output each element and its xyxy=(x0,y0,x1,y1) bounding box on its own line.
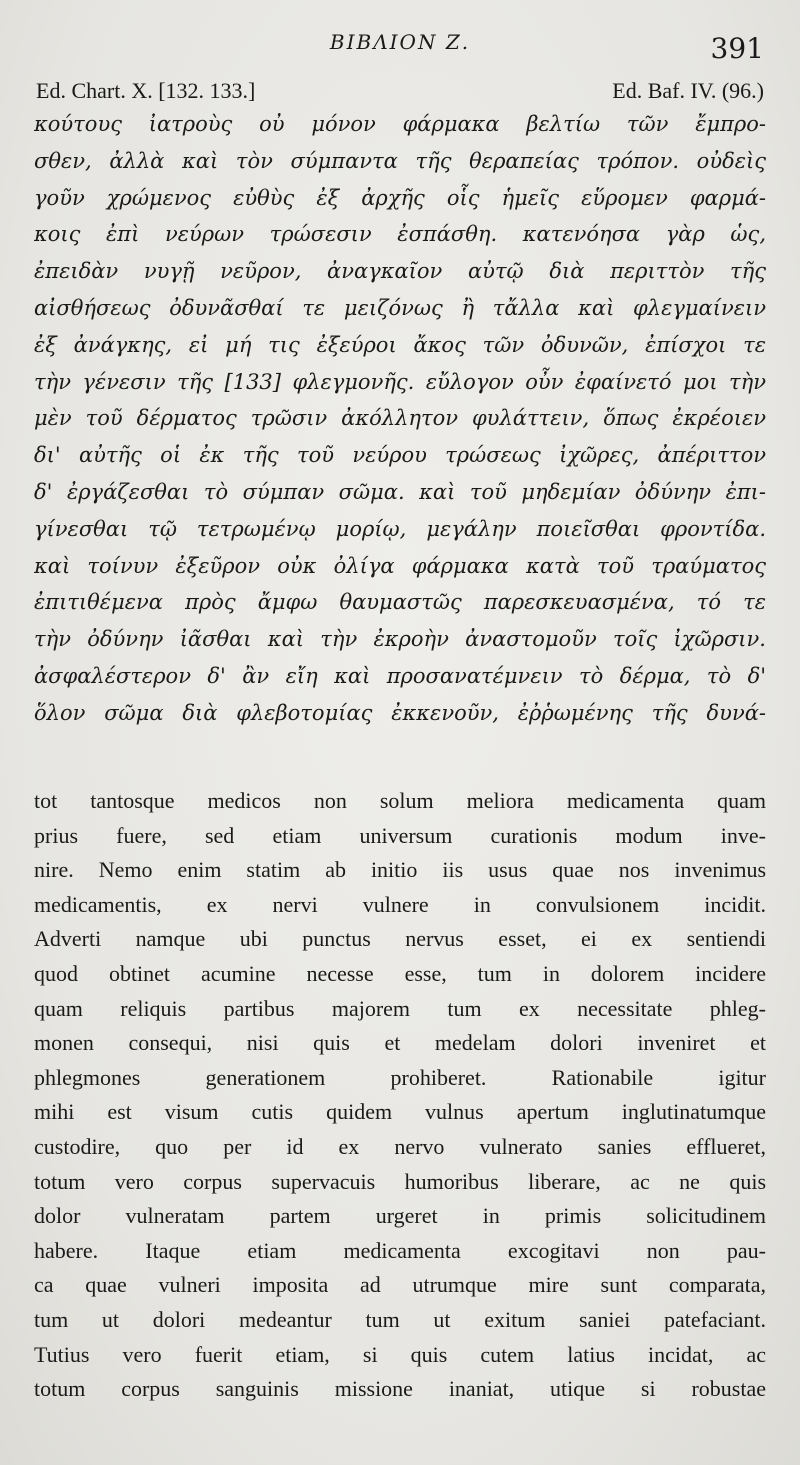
greek-text-line: γίνεσθαι τῷ τετρωμένῳ μορίῳ, μεγάλην ποιεῖσθαι φροντίδα. xyxy=(34,516,766,541)
latin-text-line: prius fuere, sed etiam universum curationis modum inve- xyxy=(34,822,766,848)
latin-text-line: quod obtinet acumine necesse esse, tum in dolorem incidere xyxy=(34,960,766,986)
greek-text-line: μὲν τοῦ δέρματος τρῶσιν ἀκόλλητον φυλάττειν, ὅπως ἐκρέοιεν xyxy=(34,406,766,431)
greek-text-line: κοις ἐπὶ νεύρων τρώσεσιν ἐσπάσθη. κατενόησα γὰρ ὡς, xyxy=(34,222,766,247)
latin-text-line: dolor vulneratam partem urgeret in primis solicitudinem xyxy=(34,1203,766,1229)
greek-text-line: ἀσφαλέστερον δ' ἂν εἴη καὶ προσανατέμνειν τὸ δέρμα, τὸ δ' xyxy=(34,663,766,688)
latin-text-line: Tutius vero fuerit etiam, si quis cutem latius incidat, ac xyxy=(34,1341,766,1367)
greek-text-line: γοῦν χρώμενος εὐθὺς ἐξ ἀρχῆς οἷς ἡμεῖς εὕρομεν φαρμά- xyxy=(34,185,766,210)
greek-text-line: τὴν ὀδύνην ἰᾶσθαι καὶ τὴν ἐκροὴν ἀναστομοῦν τοῖς ἰχῶρσιν. xyxy=(34,627,766,652)
greek-text-line: αἰσθήσεως ὀδυνᾶσθαί τε μειζόνως ἢ τἄλλα καὶ φλεγμαίνειν xyxy=(34,295,766,320)
latin-text-line: totum corpus sanguinis missione inaniat, utique si robustae xyxy=(34,1376,766,1402)
latin-text-line: monen consequi, nisi quis et medelam dolori inveniret et xyxy=(34,1030,766,1056)
edition-reference-line xyxy=(36,78,764,108)
greek-text-line: ἐπιτιθέμενα πρὸς ἄμφω θαυμαστῶς παρεσκευασμένα, τό τε xyxy=(34,590,766,615)
latin-text-line: mihi est visum cutis quidem vulnus apertum inglutinatumque xyxy=(34,1099,766,1125)
greek-text-block xyxy=(34,106,766,732)
latin-text-line: tum ut dolori medeantur tum ut exitum saniei patefaciant. xyxy=(34,1306,766,1332)
latin-text-line: Adverti namque ubi punctus nervus esset, ei ex sentiendi xyxy=(34,926,766,952)
greek-text-line: τὴν γένεσιν τῆς [133] φλεγμονῆς. εὔλογον οὖν ἐφαίνετό μοι τὴν xyxy=(34,369,766,394)
greek-text-line: ἐξ ἀνάγκης, εἰ μή τις ἐξεύροι ἄκος τῶν ὀδυνῶν, ἐπίσχοι τε xyxy=(34,332,766,357)
edition-reference-right: Ed. Baf. IV. (96.) xyxy=(612,78,764,103)
greek-text-line: κούτους ἰατροὺς οὐ μόνον φάρμακα βελτίω τῶν ἔμπρο- xyxy=(34,112,766,136)
latin-text-line: phlegmones generationem prohiberet. Rationabile igitur xyxy=(34,1064,766,1090)
latin-text-line: custodire, quo per id ex nervo vulnerato sanies efflueret, xyxy=(34,1133,766,1159)
page-number: 391 xyxy=(710,32,764,65)
greek-text-line: ἐπειδὰν νυγῇ νεῦρον, ἀναγκαῖον αὐτῷ διὰ περιττὸν τῆς xyxy=(34,259,766,284)
greek-text-line: ὅλον σῶμα διὰ φλεβοτομίας ἐκκενοῦν, ἐῤῥωμένης τῆς δυνά- xyxy=(34,700,766,725)
latin-text-block xyxy=(34,784,766,1407)
running-head: BIBΛΙΟΝ Ζ. xyxy=(329,30,471,54)
latin-text-line: habere. Itaque etiam medicamenta excogitavi non pau- xyxy=(34,1237,766,1263)
greek-text-line: σθεν, ἀλλὰ καὶ τὸν σύμπαντα τῆς θεραπείας τρόπον. οὐδεὶς xyxy=(34,148,766,173)
latin-text-line: quam reliquis partibus majorem tum ex necessitate phleg- xyxy=(34,995,766,1021)
greek-text-line: δι' αὐτῆς οἱ ἐκ τῆς τοῦ νεύρου τρώσεως ἰχῶρες, ἀπέριττον xyxy=(34,443,766,468)
latin-text-line: nire. Nemo enim statim ab initio iis usus quae nos invenimus xyxy=(34,857,766,883)
greek-text-line: καὶ τοίνυν ἐξεῦρον οὐκ ὀλίγα φάρμακα κατὰ τοῦ τραύματος xyxy=(34,553,766,578)
greek-text-line: δ' ἐργάζεσθαι τὸ σύμπαν σῶμα. καὶ τοῦ μηδεμίαν ὀδύνην ἐπι- xyxy=(34,479,766,504)
latin-text-line: tot tantosque medicos non solum meliora medicamenta quam xyxy=(34,788,766,813)
latin-text-line: ca quae vulneri imposita ad utrumque mire sunt comparata, xyxy=(34,1272,766,1298)
latin-text-line: totum vero corpus supervacuis humoribus liberare, ac ne quis xyxy=(34,1168,766,1194)
latin-text-line: medicamentis, ex nervi vulnere in convulsionem incidit. xyxy=(34,891,766,917)
edition-reference-left: Ed. Chart. X. [132. 133.] xyxy=(36,78,256,103)
